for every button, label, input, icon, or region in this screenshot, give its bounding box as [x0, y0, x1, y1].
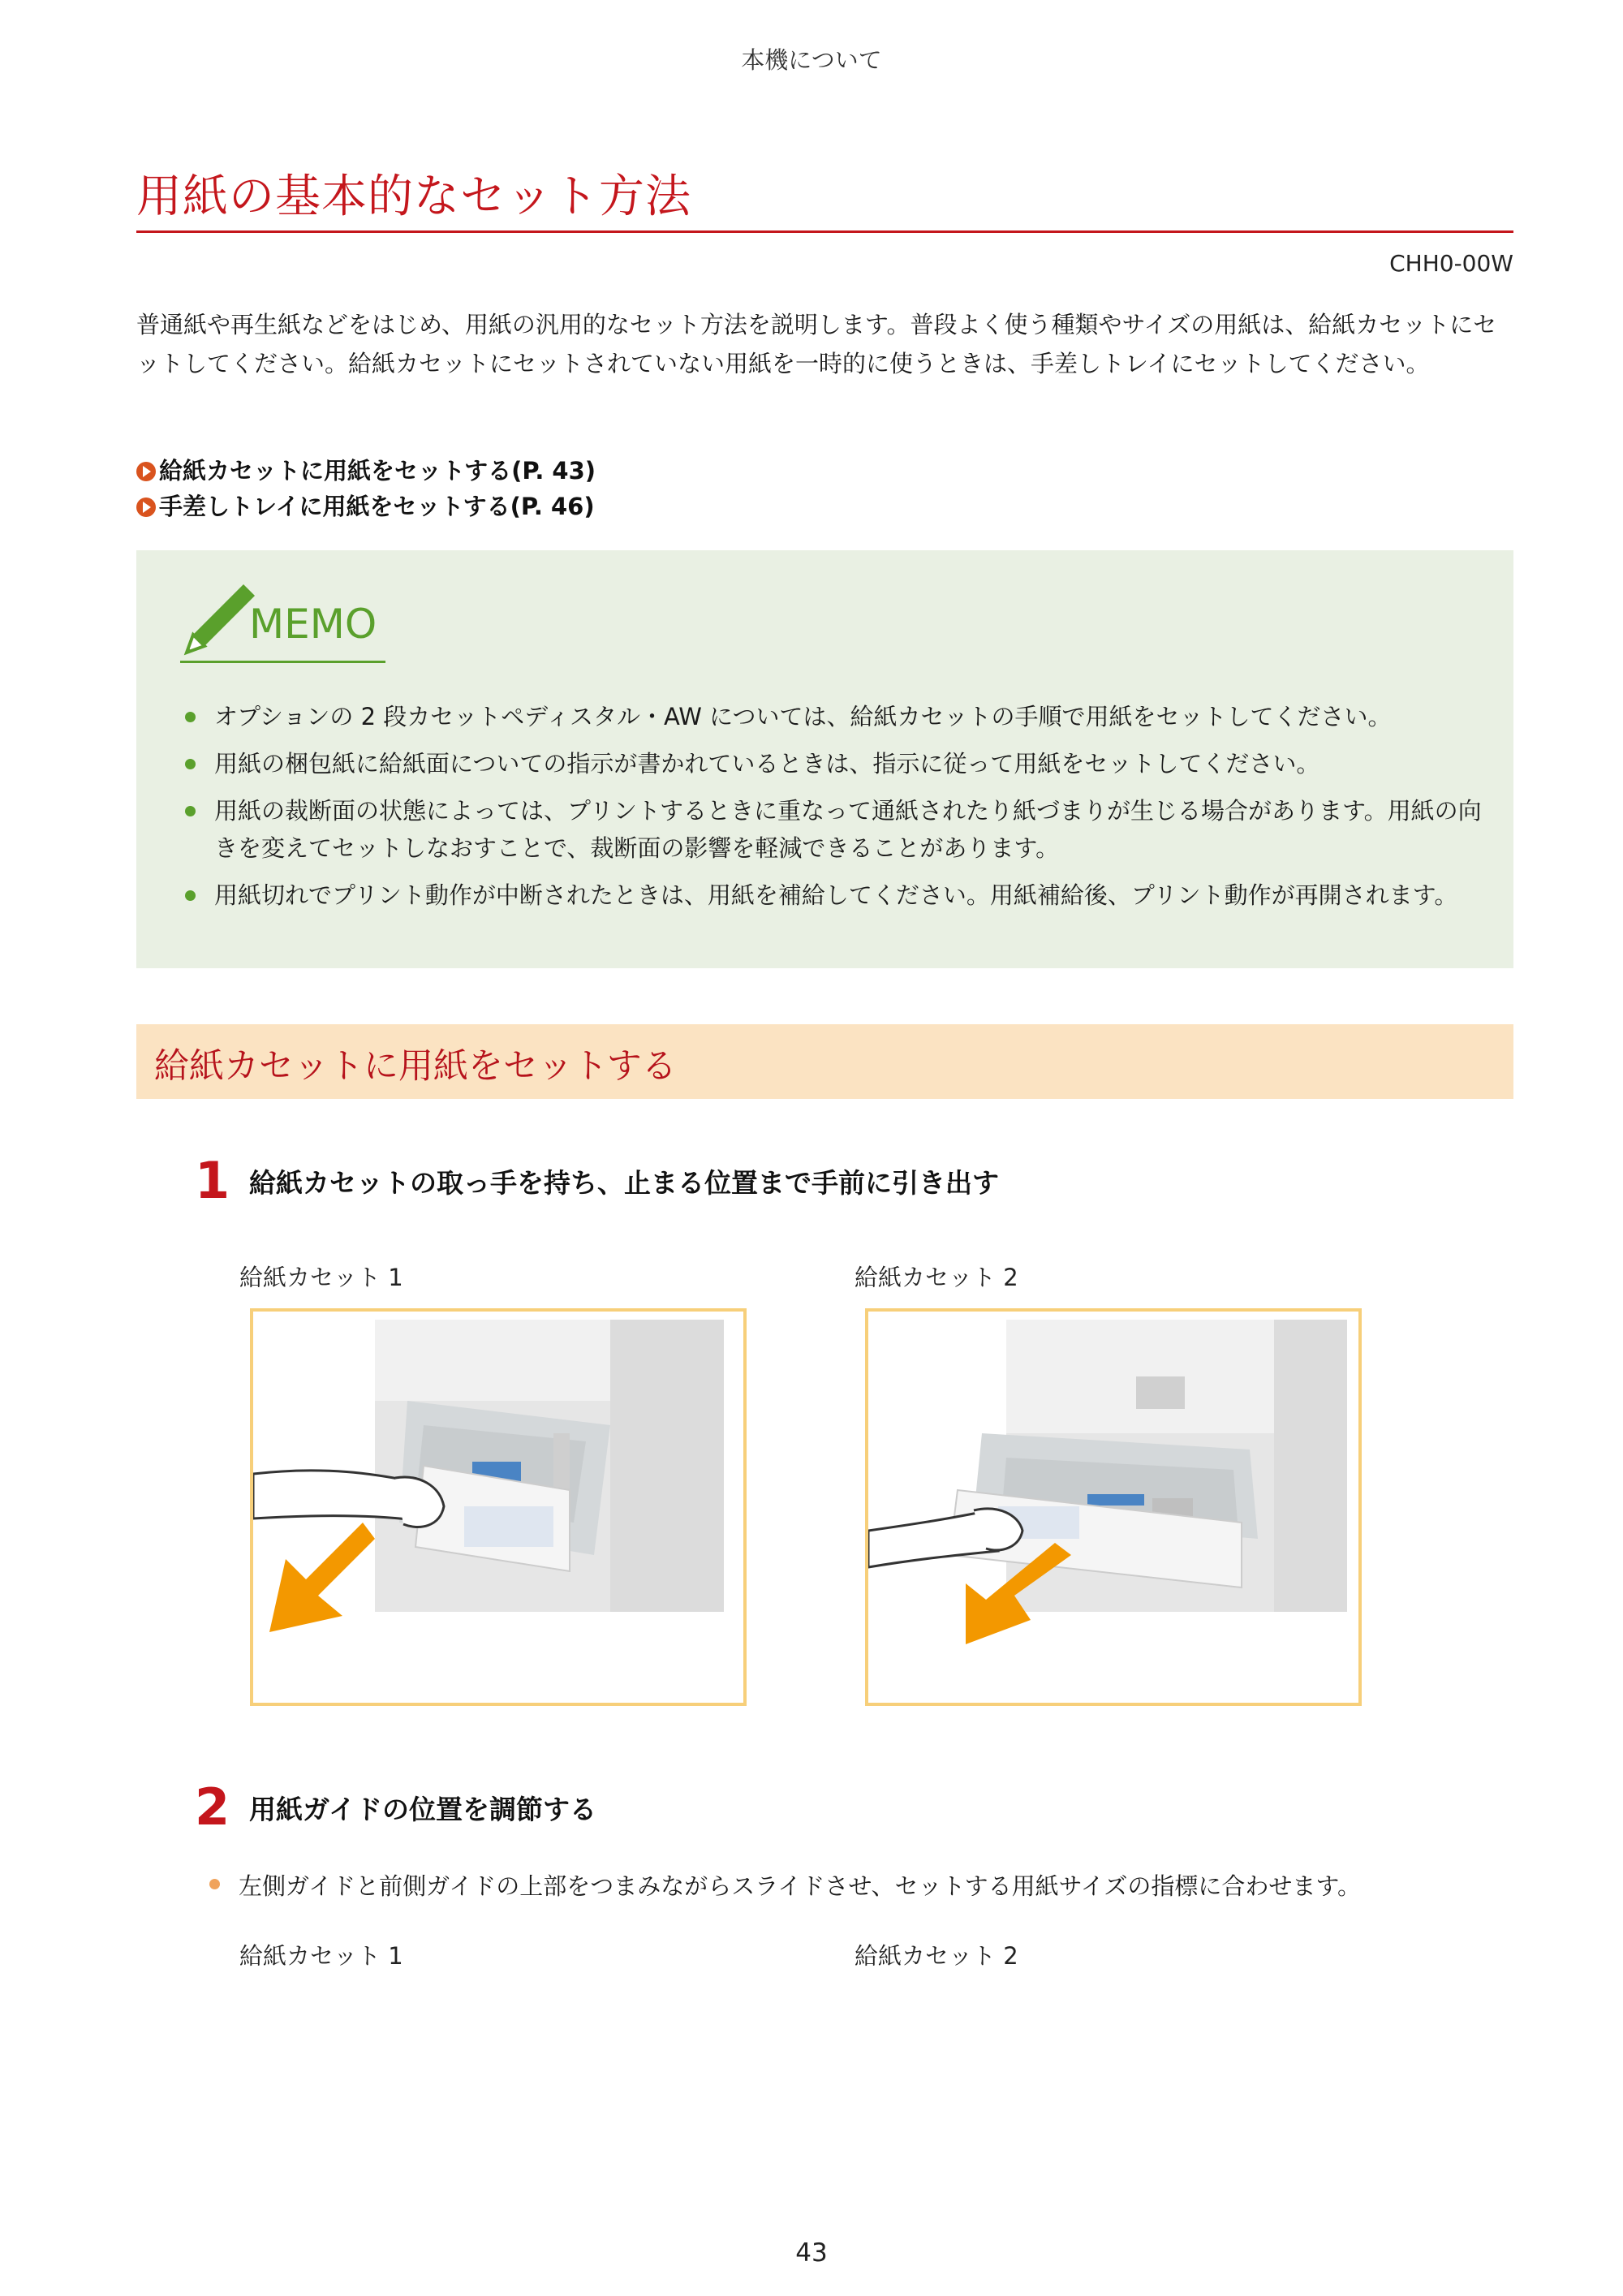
pencil-icon: [172, 578, 261, 667]
intro-paragraph: 普通紙や再生紙などをはじめ、用紙の汎用的なセット方法を説明します。普段よく使う種類やサイズの用紙は、給紙カセットにセットしてください。給紙カセットにセットされていない用紙を一時的に使うときは、手差しトレイにセットしてください。: [136, 311, 1497, 377]
cassette-1-illustration: [250, 1308, 747, 1706]
section-title: 給紙カセットに用紙をセットする: [154, 1046, 677, 1087]
link-arrow-icon: [136, 462, 156, 481]
chapter-header: 本機について: [741, 46, 882, 74]
link-arrow-icon: [136, 498, 156, 517]
link-label: 給紙カセットに用紙をセットする(P. 43): [159, 457, 596, 485]
document-code: CHH0-00W: [1389, 250, 1513, 277]
link-label: 手差しトレイに用紙をセットする(P. 46): [159, 493, 595, 520]
step-bullet: [209, 1868, 1361, 1902]
memo-label: MEMO: [249, 601, 377, 648]
image-caption: 給紙カセット 1: [239, 1264, 403, 1291]
memo-rule: [180, 661, 385, 663]
printer-drawer-image: [868, 1312, 1358, 1703]
image-caption: 給紙カセット 2: [855, 1942, 1018, 1970]
bullet-text: 左側ガイドと前側ガイドの上部をつまみながらスライドさせ、セットする用紙サイズの指標に合わせます。: [239, 1872, 1362, 1900]
link-manual-tray[interactable]: [136, 489, 595, 522]
image-caption: 給紙カセット 1: [239, 1942, 403, 1970]
step-text: 用紙ガイドの位置を調節する: [249, 1794, 597, 1825]
memo-item: 用紙切れでプリント動作が中断されたときは、用紙を補給してください。用紙補給後、プリント動作が再開されます。: [185, 877, 1483, 914]
step-text: 給紙カセットの取っ手を持ち、止まる位置まで手前に引き出す: [249, 1167, 999, 1199]
memo-item: 用紙の裁断面の状態によっては、プリントするときに重なって通紙されたり紙づまりが生じる場合があります。用紙の向きを変えてセットしなおすことで、裁断面の影響を軽減できることがあります。: [185, 792, 1483, 867]
page-title: 用紙の基本的なセット方法: [136, 170, 691, 223]
memo-list: [185, 698, 1483, 924]
step-number: 1: [195, 1151, 230, 1210]
page-number: 43: [795, 2238, 828, 2268]
title-rule: [136, 230, 1513, 233]
printer-drawer-image: [253, 1312, 743, 1703]
memo-item: 用紙の梱包紙に給紙面についての指示が書かれているときは、指示に従って用紙をセットしてください。: [185, 745, 1483, 782]
image-caption: 給紙カセット 2: [855, 1264, 1018, 1291]
cassette-2-illustration: [865, 1308, 1362, 1706]
memo-item: オプションの 2 段カセットペディスタル・AW については、給紙カセットの手順で用紙をセットしてください。: [185, 698, 1483, 735]
link-cassette[interactable]: [136, 453, 596, 486]
step-number: 2: [195, 1777, 230, 1837]
